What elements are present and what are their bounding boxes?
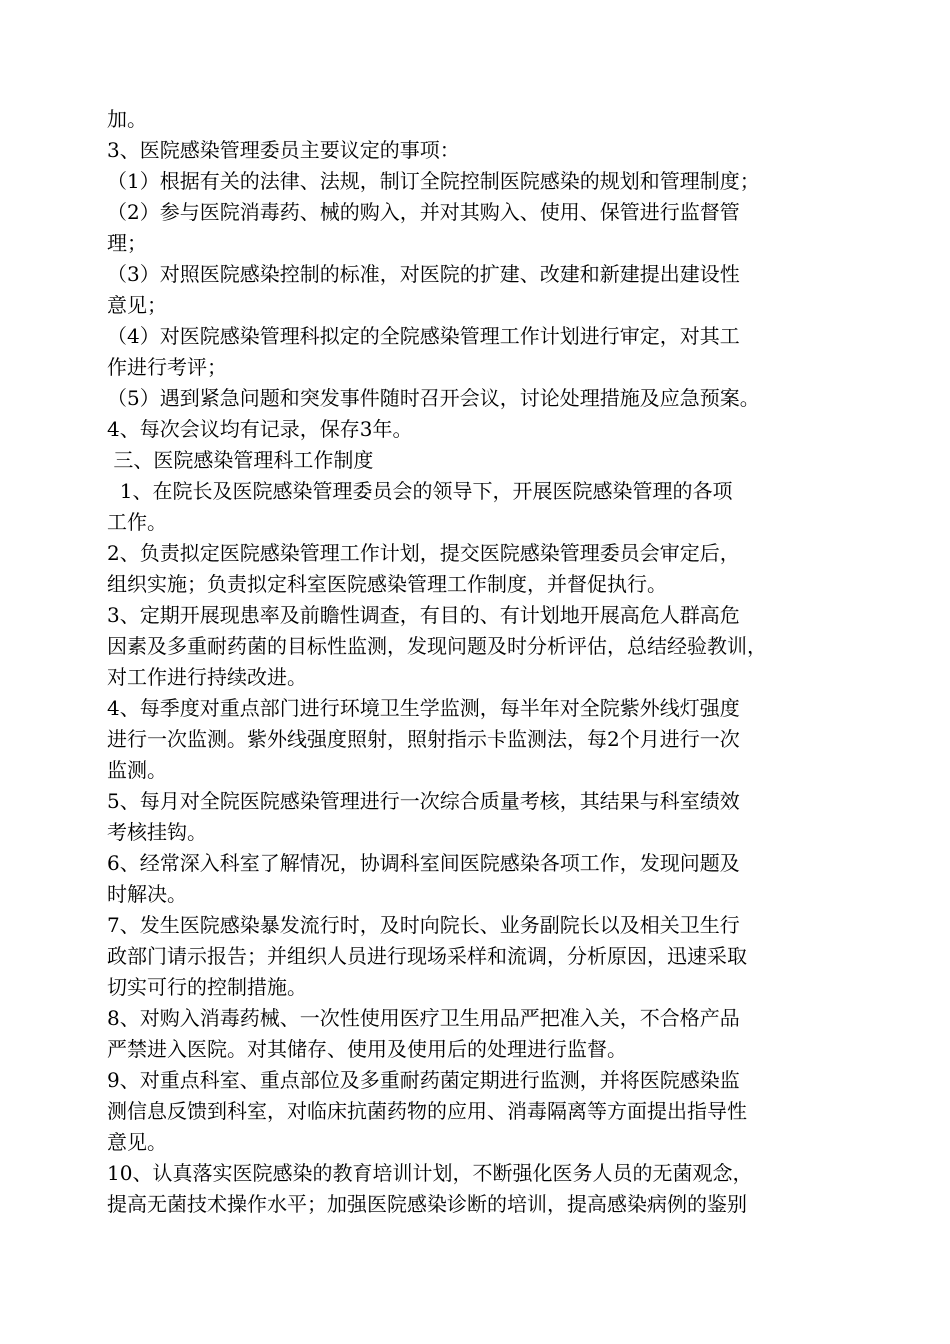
text-line: 3、定期开展现患率及前瞻性调查，有目的、有计划地开展高危人群高危 <box>107 603 740 627</box>
text-line: 政部门请示报告；并组织人员进行现场采样和流调，分析原因，迅速采取 <box>107 944 747 968</box>
text-line: 加。 <box>107 107 147 131</box>
text-line: 严禁进入医院。对其储存、使用及使用后的处理进行监督。 <box>107 1037 627 1061</box>
text-line: 9、对重点科室、重点部位及多重耐药菌定期进行监测，并将医院感染监 <box>107 1068 740 1092</box>
text-line: 4、每次会议均有记录，保存3年。 <box>107 417 413 441</box>
text-line: 5、每月对全院医院感染管理进行一次综合质量考核，其结果与科室绩效 <box>107 789 740 813</box>
document-body <box>107 104 877 1220</box>
section-heading: 三、医院感染管理科工作制度 <box>107 448 374 472</box>
text-line: 2、负责拟定医院感染管理工作计划，提交医院感染管理委员会审定后， <box>107 541 740 565</box>
text-line: 因素及多重耐药菌的目标性监测，发现问题及时分析评估，总结经验教训， <box>107 634 767 658</box>
text-line: 提高无菌技术操作水平；加强医院感染诊断的培训，提高感染病例的鉴别 <box>107 1192 747 1216</box>
text-line: 进行一次监测。紫外线强度照射，照射指示卡监测法，每2个月进行一次 <box>107 727 740 751</box>
text-line: 切实可行的控制措施。 <box>107 975 307 999</box>
text-line: 6、经常深入科室了解情况，协调科室间医院感染各项工作，发现问题及 <box>107 851 740 875</box>
text-line: 理； <box>107 231 147 255</box>
text-line: （5）遇到紧急问题和突发事件随时召开会议，讨论处理措施及应急预案。 <box>107 386 760 410</box>
text-line: 监测。 <box>107 758 167 782</box>
text-line: （4）对医院感染管理科拟定的全院感染管理工作计划进行审定，对其工 <box>107 324 740 348</box>
text-line: 意见； <box>107 293 167 317</box>
text-line: 4、每季度对重点部门进行环境卫生学监测，每半年对全院紫外线灯强度 <box>107 696 740 720</box>
text-line: 工作。 <box>107 510 167 534</box>
text-line: 7、发生医院感染暴发流行时，及时向院长、业务副院长以及相关卫生行 <box>107 913 740 937</box>
text-line: 8、对购入消毒药械、一次性使用医疗卫生用品严把准入关，不合格产品 <box>107 1006 740 1030</box>
text-line: 10、认真落实医院感染的教育培训计划，不断强化医务人员的无菌观念， <box>107 1161 753 1185</box>
text-line: 3、医院感染管理委员主要议定的事项： <box>107 138 460 162</box>
text-line: 作进行考评； <box>107 355 227 379</box>
text-line: 对工作进行持续改进。 <box>107 665 307 689</box>
text-line: 组织实施；负责拟定科室医院感染管理工作制度，并督促执行。 <box>107 572 667 596</box>
text-line: 意见。 <box>107 1130 167 1154</box>
text-line: （3）对照医院感染控制的标准，对医院的扩建、改建和新建提出建设性 <box>107 262 740 286</box>
text-line: （1）根据有关的法律、法规，制订全院控制医院感染的规划和管理制度； <box>107 169 760 193</box>
text-line: 时解决。 <box>107 882 187 906</box>
text-line: 1、在院长及医院感染管理委员会的领导下，开展医院感染管理的各项 <box>107 479 733 503</box>
text-line: 测信息反馈到科室，对临床抗菌药物的应用、消毒隔离等方面提出指导性 <box>107 1099 747 1123</box>
text-line: 考核挂钩。 <box>107 820 207 844</box>
text-line: （2）参与医院消毒药、械的购入，并对其购入、使用、保管进行监督管 <box>107 200 740 224</box>
